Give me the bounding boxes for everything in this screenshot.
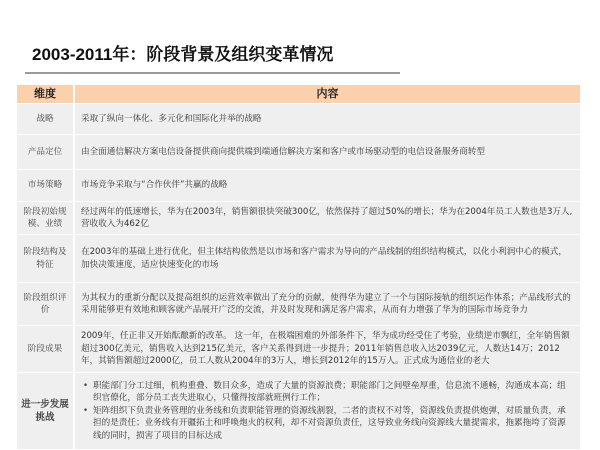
page-title: 2003-2011年：阶段背景及组织变革情况 — [32, 45, 334, 64]
table-row — [17, 135, 580, 169]
row-dimension: 产品定位 — [17, 135, 75, 169]
challenge-bullet-list — [81, 380, 574, 442]
row-dimension: 战略 — [17, 104, 75, 134]
row-dimension: 市场策略 — [17, 170, 75, 201]
row-dimension: 阶段初始规模、业绩 — [17, 202, 75, 234]
table-row — [17, 283, 580, 325]
title-underline — [25, 72, 400, 74]
row-dimension: 阶段组织评价 — [17, 283, 75, 325]
org-change-table — [17, 84, 580, 450]
row-content: 采取了纵向一体化、多元化和国际化并举的战略 — [75, 104, 580, 134]
row-content: 市场竞争采取与“合作伙伴”共赢的战略 — [75, 170, 580, 201]
row-content: 在2003年的基础上进行优化，但主体结构依然是以市场和客户需求为导向的产品线制的组织结构模式，以化小利润中心的模式，加快决策速度，适应快速变化的市场 — [75, 235, 580, 282]
table-row-challenge — [17, 373, 580, 449]
row-dimension: 阶段结构及特征 — [17, 235, 75, 282]
challenge-bullet: • 职能部门分工过细，机构重叠、数目众多，造成了大量的资源浪费；职能部门之间壁垒厚重，信息流不通畅，沟通成本高；组织官僚化，部分员工丧失进取心，只懂得按部就班例行工作； — [81, 380, 574, 405]
row-dimension: 阶段成果 — [17, 326, 75, 372]
row-content: 经过两年的低速增长，华为在2003年，销售额很快突破300亿，依然保持了超过50%的增长；华为在2004年员工人数也是3万人,营收收入为462亿 — [75, 202, 580, 234]
row-content: 2009年，任正非又开始酝酿新的改革。 这一年，在极端困难的外部条件下，华为成功经受住了考验，业绩逆市飘红，全年销售额超过300亿美元，销售收入达到215亿美元，客户关系得到进一步提升；2011年销售总收入达2039亿元，人数达14万；2012年，其销售额超过2000亿，员工人数从2004年的3万人，增长到2012年的15万人。正式成为通信业的老大 — [75, 326, 580, 372]
table-row — [17, 202, 580, 234]
header-content: 内容 — [75, 85, 580, 103]
row-content: 为其权力的重新分配以及提高组织的运营效率做出了充分的贡献，使得华为建立了一个与国际接轨的组织运作体系；产品线形式的采用能够更有效地和顾客就产品展开广泛的交流，并及时发现和满足客户需求，从而有力增强了华为的国际市场竞争力 — [75, 283, 580, 325]
row-dimension-challenge: 进一步发展挑战 — [17, 373, 75, 449]
challenge-bullet: • 矩阵组织下负责业务管理的业务线和负责职能管理的资源线割裂，二者的责权不对等，资源线负责提供炮弹，对质量负责，承担的是责任；业务线有开疆拓土和呼唤炮火的权利，却不对资源负责任，这导致业务线向资源线大量提需求，拖累拖垮了资源线的同时，损害了项目的目标达成 — [81, 405, 574, 442]
table-row — [17, 104, 580, 134]
table-row — [17, 170, 580, 201]
row-content: 由全面通信解决方案电信设备提供商向提供端到端通信解决方案和客户或市场驱动型的电信设备服务商转型 — [75, 135, 580, 169]
header-dimension: 维度 — [17, 85, 75, 103]
table-row — [17, 235, 580, 282]
row-content-challenge — [75, 373, 580, 449]
table-header-row — [17, 85, 580, 103]
table-row — [17, 326, 580, 372]
